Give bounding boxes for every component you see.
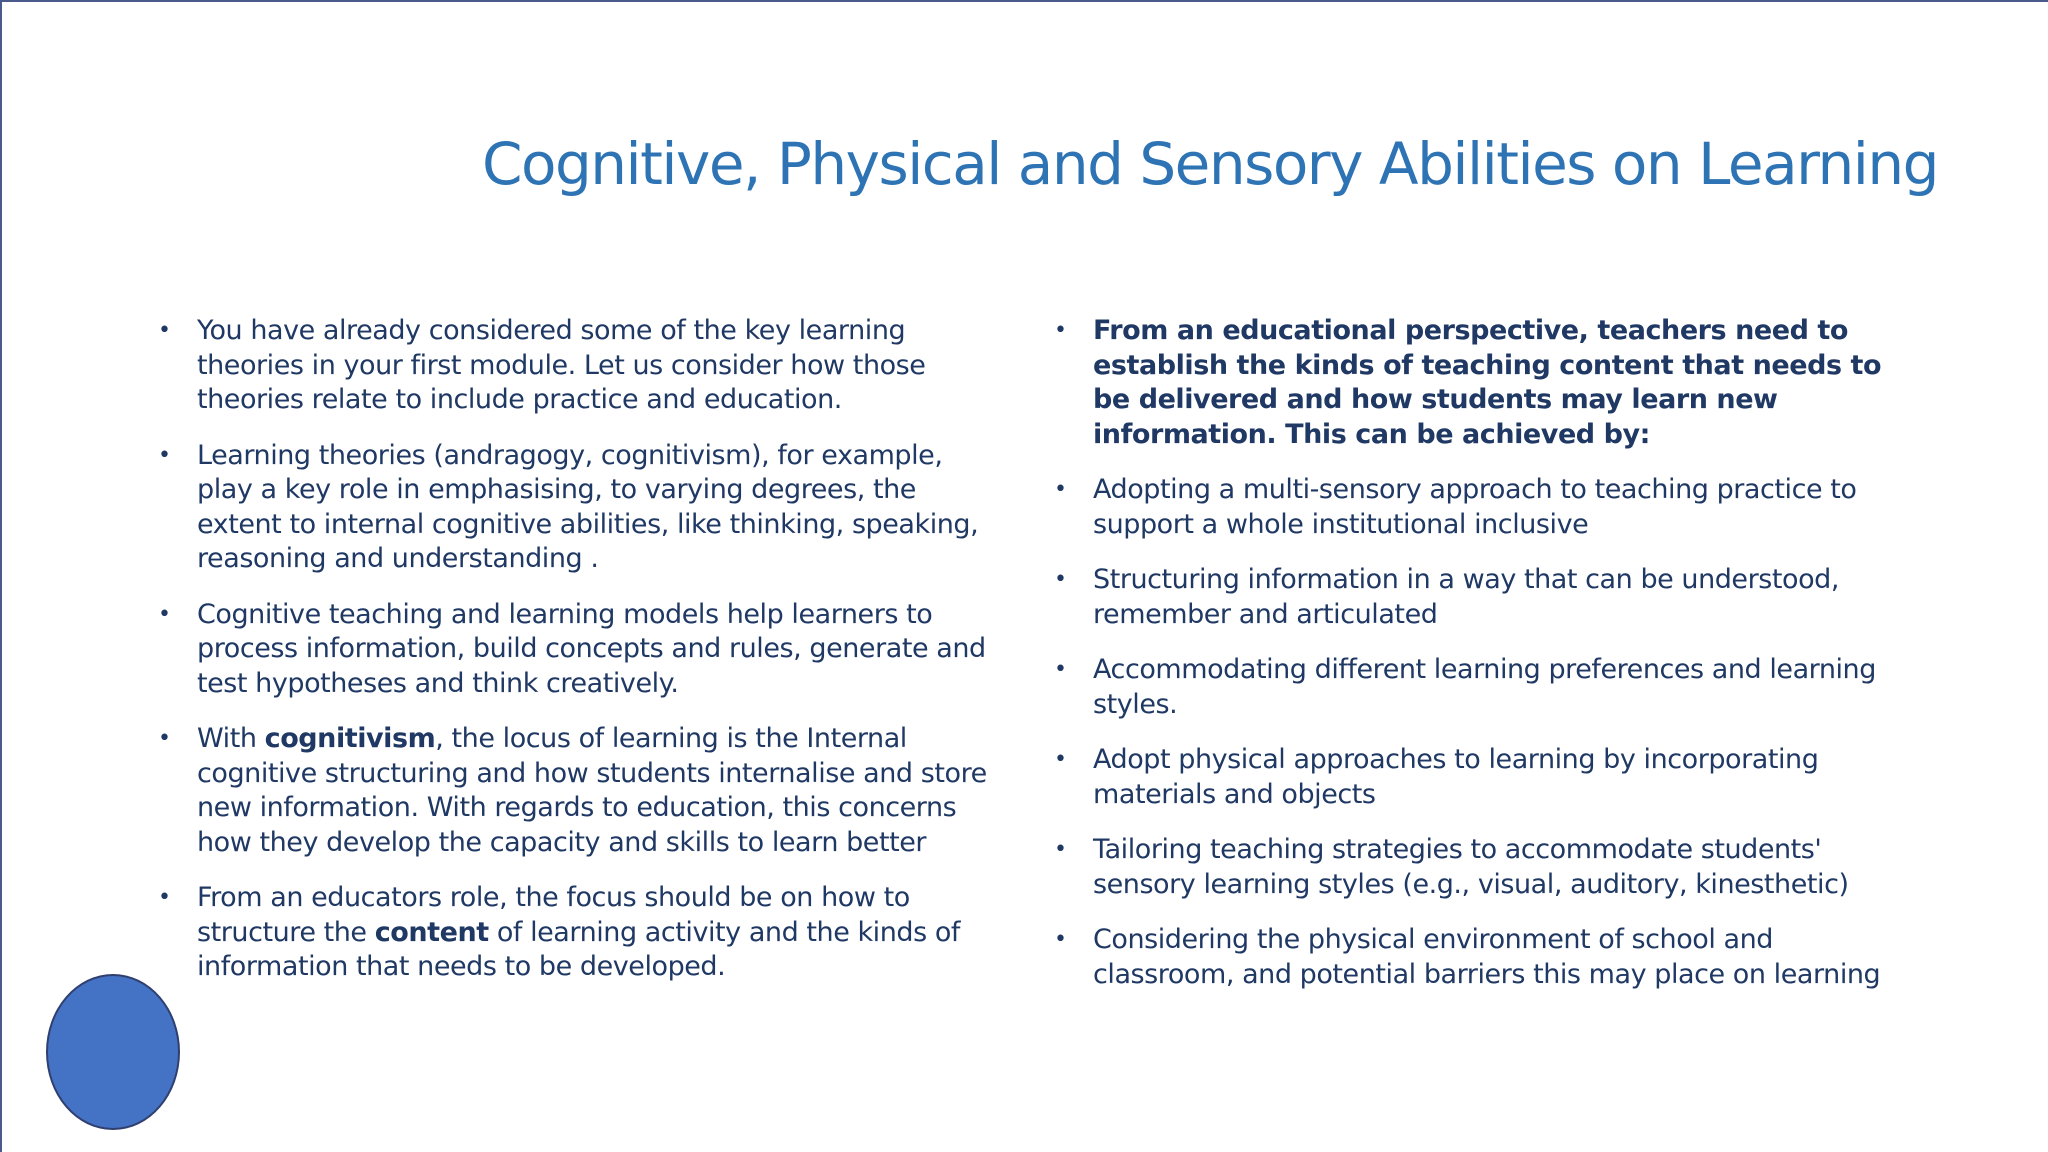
- text-run: , the locus of learning is the Internal cognitive structuring and how students internalise and store new information. With regards to education, this concerns how they develop the capacity and skills to learn better: [197, 723, 987, 858]
- list-item-text: [197, 723, 987, 858]
- bullet-icon: •: [158, 726, 171, 751]
- list-item: [1054, 563, 1914, 632]
- slide-title: Cognitive, Physical and Sensory Abilities on Learning: [482, 130, 1938, 198]
- list-item: [1054, 923, 1914, 992]
- bullet-icon: •: [1054, 318, 1067, 343]
- text-run: From an educators role, the focus should be on how to structure the: [197, 882, 910, 948]
- bold-term: content: [374, 916, 489, 948]
- list-item-text: Learning theories (andragogy, cognitivism), for example, play a key role in emphasising, to varying degrees, the extent to internal cognitive abilities, like thinking, speaking, reasoning and understanding .: [197, 439, 979, 574]
- list-item-text: Cognitive teaching and learning models help learners to process information, build concepts and rules, generate and test hypotheses and think creatively.: [197, 598, 986, 699]
- list-item: [158, 881, 998, 985]
- list-item: [158, 722, 998, 860]
- right-bullet-list: [1054, 314, 1914, 1013]
- list-item-text: Structuring information in a way that can be understood, remember and articulated: [1093, 564, 1839, 630]
- list-item-text: Adopt physical approaches to learning by incorporating materials and objects: [1093, 744, 1819, 810]
- list-item: [1054, 743, 1914, 812]
- list-item-text: Adopting a multi-sensory approach to teaching practice to support a whole institutional inclusive: [1093, 474, 1857, 540]
- list-item-text: You have already considered some of the key learning theories in your first module. Let us consider how those theories relate to include practice and education.: [197, 315, 926, 415]
- bullet-icon: •: [1054, 837, 1067, 862]
- bullet-icon: •: [1054, 927, 1067, 952]
- list-item-text: Accommodating different learning preferences and learning styles.: [1093, 654, 1876, 720]
- list-item-text: Tailoring teaching strategies to accommodate students' sensory learning styles (e.g., visual, auditory, kinesthetic): [1093, 834, 1849, 900]
- bullet-icon: •: [1054, 747, 1067, 772]
- bold-term: cognitivism: [264, 723, 436, 754]
- bullet-icon: •: [1054, 567, 1067, 592]
- text-run: of learning activity and the kinds of information that needs to be developed.: [197, 916, 960, 982]
- list-item: [1054, 653, 1914, 722]
- list-item: [158, 598, 998, 702]
- list-item-intro: [1054, 314, 1914, 452]
- bullet-icon: •: [158, 318, 171, 343]
- bullet-icon: •: [1054, 657, 1067, 682]
- text-run: With: [197, 723, 265, 754]
- decorative-circle-shape: [46, 974, 180, 1130]
- list-item: [158, 314, 998, 418]
- bullet-icon: •: [1054, 477, 1067, 502]
- left-bullet-list: [158, 314, 998, 1006]
- bullet-icon: •: [158, 885, 171, 910]
- list-item: [1054, 473, 1914, 542]
- list-item-text: From an educational perspective, teachers need to establish the kinds of teaching content that needs to be delivered and how students may learn new information. This can be achieved by:: [1093, 315, 1882, 450]
- list-item: [1054, 833, 1914, 902]
- list-item-text: [197, 882, 960, 982]
- list-item: [158, 439, 998, 577]
- bullet-icon: •: [158, 601, 171, 627]
- list-item-text: Considering the physical environment of school and classroom, and potential barriers this may place on learning: [1093, 924, 1881, 990]
- bullet-icon: •: [158, 442, 171, 468]
